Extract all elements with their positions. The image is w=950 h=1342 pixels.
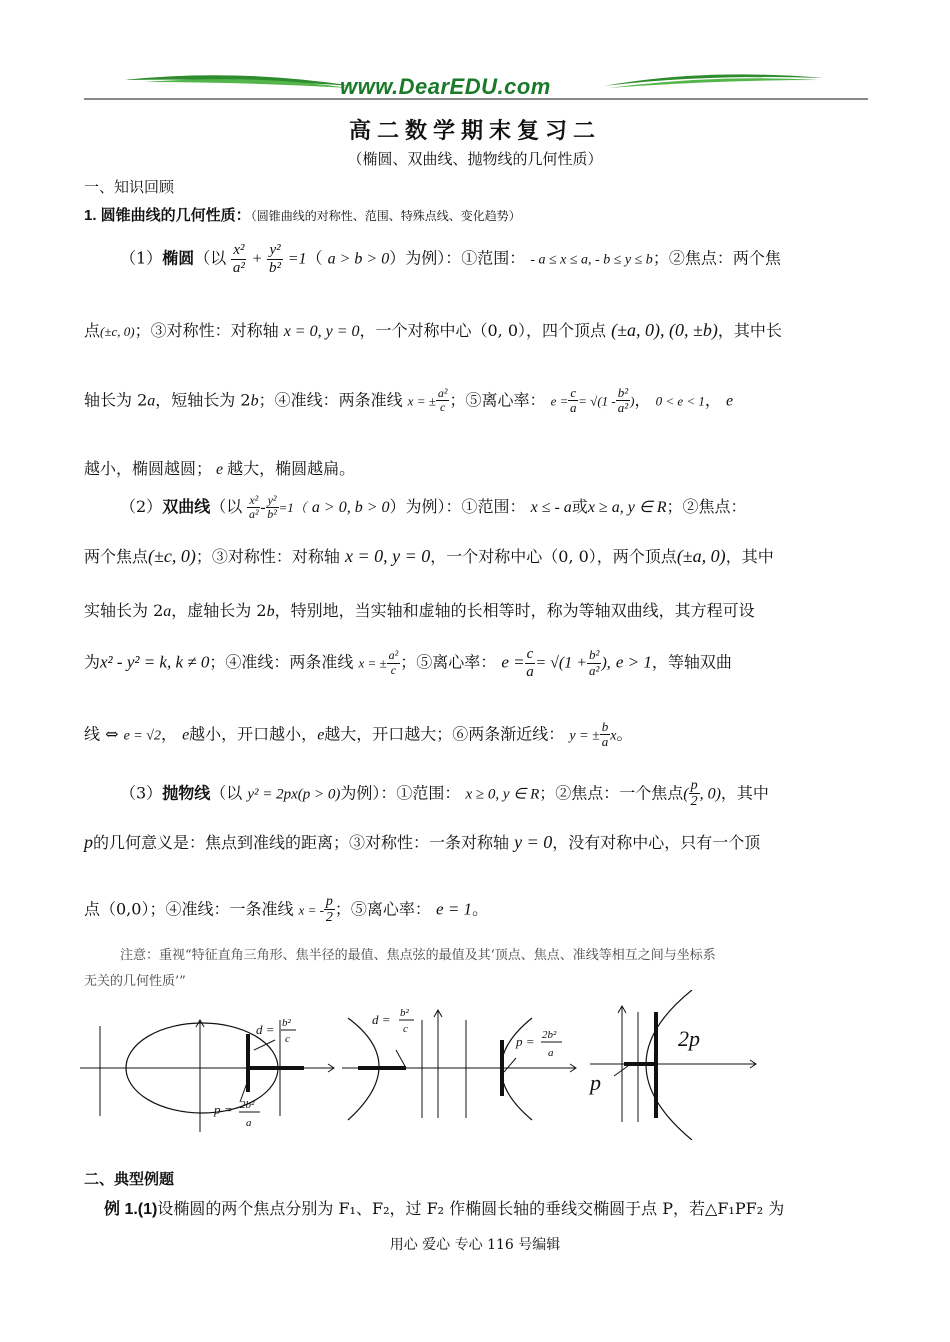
ellipse-text: ；②焦点：两个焦 [652,248,781,268]
hyperbola-text: ，虚轴长为 2 [171,601,267,620]
parabola-text: 为例）：①范围： [340,783,461,803]
ellipse-text: ，一个对称中心（0, 0），四个顶点 [359,321,607,340]
hyperbola-text: 越小，开口越小， [189,724,318,744]
hyperbola-text: ，其中 [725,547,774,566]
example-1 [104,1196,888,1219]
label-p: p = [214,1102,233,1117]
hyperbola-equilateral-eq: x² - y² = k, k ≠ 0 [100,652,210,672]
hyperbola-line-3: 实轴长为 2a，虚轴长为 2b，特别地，当实轴和虚轴的长相等时，称为等轴双曲线，其方程可设 [84,601,755,620]
ellipse-index: （1） [120,248,163,268]
page-subtitle: （椭圆、双曲线、抛物线的几何性质） [347,150,603,168]
example-1-text: 设椭圆的两个焦点分别为 F₁、F₂，过 F₂ 作椭圆长轴的垂线交椭圆于点 P，若△F₁PF₂ 为 [157,1199,785,1218]
hyperbola-text: ）为例）：①范围： [389,497,526,517]
parabola-text: ，没有对称中心，只有一个顶 [552,833,761,852]
label-d: d = [256,1022,275,1037]
hyperbola-ecc-range: e > 1 [615,652,652,672]
hyperbola-line-2 [84,544,868,567]
parabola-text: 点（0,0）；④准线：一条准线 [84,899,294,919]
ellipse-text: 轴长为 2 [84,390,148,410]
hyperbola-vertices: (±a, 0) [676,546,726,566]
ellipse-ecc-root-fraction: $\frac{\text{b²}}{\text{a²}}$ [617,385,629,416]
label-num: 2b² [542,1029,557,1041]
site-logo-text: www.DearEDU.com [340,74,551,99]
hyperbola-text: 线 ⇔ [84,724,119,744]
hyperbola-text: ；⑤离心率： [400,652,497,672]
hyperbola-text: ，特别地，当实轴和虚轴的长相等时，称为等轴双曲线，其方程可设 [274,601,755,620]
label-num: b² [400,1007,409,1019]
hyperbola-text: ，一个对称中心（0, 0），两个顶点 [430,547,677,566]
hyperbola-eq-y-fraction: $\frac{\text{y²}}{\text{b²}}$ [267,493,277,522]
label-d: d = [372,1012,391,1027]
parabola-equation: y² = 2px(p > 0) [247,786,341,803]
hyperbola-text: 越大，开口越大；⑥两条渐近线： [324,724,565,744]
ellipse-text: （以 [194,248,227,268]
section-heading-review: 一、知识回顾 [84,178,175,196]
hyperbola-text: 为 [84,652,101,672]
parabola-line-1: （3）抛物线（以 y² = 2px(p > 0)为例）：①范围： x ≥ 0, y ∈ R；②焦点：一个焦点( $\frac{p}{2}$ , 0)，其中 [120,778,769,810]
example-1-label: 例 1. [104,1201,138,1218]
parabola-text: （以 [210,783,243,803]
point1-note: （圆锥曲线的对称性、范围、特殊点线、变化趋势） [250,209,521,223]
ellipse-vertices: (±a, 0), (0, ±b) [611,320,718,340]
hyperbola-asymptote-fraction: $\frac{b}{a}$ [601,719,609,750]
ellipse-ecc-fraction: $\frac{c}{a}$ [570,385,577,416]
ellipse-line-4: 越小，椭圆越圆； e 越大，椭圆越扁。 [84,459,356,478]
label-2p: 2p [678,1026,700,1051]
ellipse-line-2 [84,318,868,341]
hyperbola-range-1: x ≤ - a [530,499,572,517]
hyperbola-ecc-fraction: $\frac{c}{a}$ [526,646,534,680]
parabola-text: ，其中 [720,783,769,803]
ellipse-text: 越大，椭圆越扁。 [227,459,356,478]
label-num: 2b² [240,1099,255,1111]
ellipse-line-1: （1）椭圆（以 $\frac{\text{x²}}{\text{a²}}$ + $\frac{\text{y²}}{\text{b²}}$ =1（ a > b > 0）为例）：①范围： - a ≤ x ≤ a, - b ≤ y ≤ b；②焦点：两个焦 [120,242,781,276]
parabola-text: 。 [472,899,489,919]
hyperbola-text: 或 [571,497,588,517]
label-den: a [548,1047,554,1059]
hyperbola-text: ；②焦点： [666,497,747,517]
ellipse-range: - a ≤ x ≤ a, - b ≤ y ≤ b [530,252,653,268]
parabola-directrix-fraction: $\frac{p}{2}$ [325,894,333,926]
parabola-figure [590,990,756,1140]
label-den: c [403,1023,408,1035]
ellipse-condition: a > b > 0 [327,250,390,268]
hyperbola-text: ；④准线：两条准线 [209,652,354,672]
ellipse-eq-x-fraction: $\frac{\text{x²}}{\text{a²}}$ [232,242,245,276]
ellipse-figure-labels [213,1017,296,1129]
ellipse-text: ）为例）：①范围： [389,248,526,268]
parabola-axis: y = 0 [514,832,553,852]
parabola-index: （3） [120,783,163,803]
parabola-line-2 [84,830,868,853]
label-p: p = [516,1034,535,1049]
parabola-focus-fraction: $\frac{p}{2}$ [690,778,698,810]
ellipse-text: ，其中长 [717,321,782,340]
note-line-1: 注意：重视“特征直角三角形、焦半径的最值、焦点弦的最值及其‘顶点、焦点、准线等相互之间与坐标系 [120,948,716,963]
hyperbola-condition: a > 0, b > 0 [311,499,390,517]
hyperbola-text: 实轴长为 2 [84,601,164,620]
label-num: b² [282,1017,291,1029]
ellipse-text: ；④准线：两条准线 [258,390,403,410]
label-p-small: p [590,1070,601,1095]
hyperbola-line-4: 为x² - y² = k, k ≠ 0；④准线：两条准线 x = ± $\frac{\text{a²}}{c}$ ；⑤离心率： e = $\frac{c}{a}$ = √(1 + $\frac{\text{b²}}{\text{a²}}$ ), e > 1，等轴双曲 [84,646,732,680]
hyperbola-focus: (±c, 0) [148,546,196,566]
label-den: c [285,1033,290,1045]
hyperbola-label: 双曲线 [162,499,211,517]
parabola-text: 的几何意义是：焦点到准线的距离；③对称性：一条对称轴 [93,833,510,852]
parabola-p: p [84,832,93,852]
ellipse-line-3: 轴长为 2a，短轴长为 2b；④准线：两条准线 x = ± $\frac{\text{a²}}{c}$ ；⑤离心率： e = $\frac{c}{a}$ = √(1 - $\frac{\text{b²}}{\text{a²}}$ )， 0 < e < 1， e [84,385,734,416]
hyperbola-line-5: 线 ⇔ e = √2， e越小，开口越小，e越大，开口越大；⑥两条渐近线： y = ± $\frac{b}{a}$ x。 [84,719,633,750]
hyperbola-text: （以 [210,497,243,517]
hyperbola-text: 两个焦点 [84,547,149,566]
parabola-range: x ≥ 0, y ∈ R [465,786,540,803]
ellipse-text: 点 [84,321,101,340]
hyperbola-text: ；③对称性：对称轴 [195,547,340,566]
ellipse-text: ， [704,390,721,410]
ellipse-directrix-fraction: $\frac{\text{a²}}{c}$ [437,386,448,415]
hyperbola-text: 。 [616,724,633,744]
conic-figures [80,990,870,1140]
point1-title: 1. 圆锥曲线的几何性质： [84,207,251,224]
hyperbola-line-1: （2）双曲线（以 $\frac{\text{x²}}{\text{a²}}$ - $\frac{\text{y²}}{\text{b²}}$ =1（ a > 0, b > 0）为例）：①范围： x ≤ - a或x ≥ a, y ∈ R；②焦点： [120,493,747,522]
page-title: 高二数学期末复习二 [348,118,601,144]
point1-heading [84,204,868,225]
page-footer: 用心 爱心 专心 116 号编辑 [389,1237,561,1253]
ellipse-text: （ [306,248,323,268]
parabola-label: 抛物线 [162,785,211,803]
example-1-sub: (1) [137,1201,158,1218]
parabola-ecc: e = 1 [436,899,473,919]
ellipse-text: 越小，椭圆越圆； [84,459,213,478]
ellipse-text: ， [634,390,651,410]
ellipse-eq-y-fraction: $\frac{\text{y²}}{\text{b²}}$ [269,242,282,276]
hyperbola-ecc-root-fraction: $\frac{\text{b²}}{\text{a²}}$ [589,647,600,678]
ellipse-ecc-range: 0 < e < 1 [655,393,705,409]
ellipse-text: ；③对称性：对称轴 [134,321,279,340]
parabola-text: ；②焦点：一个焦点 [539,783,684,803]
ellipse-focus: (±c, 0) [100,324,135,339]
hyperbola-text: ，等轴双曲 [651,652,732,672]
ellipse-text: ，短轴长为 2 [155,390,251,410]
hyperbola-directrix-fraction: $\frac{\text{a²}}{c}$ [388,648,399,677]
parabola-line-3: 点（0,0）；④准线：一条准线 x = - $\frac{p}{2}$ ；⑤离心率： e = 1。 [84,894,489,926]
label-den: a [246,1117,252,1129]
hyperbola-axis: x = 0, y = 0 [344,546,431,566]
hyperbola-index: （2） [120,497,163,517]
hyperbola-text: ， [160,724,177,744]
ellipse-text: ；⑤离心率： [449,390,546,410]
hyperbola-range-2: x ≥ a, y ∈ R [587,499,667,517]
ellipse-axis: x = 0, y = 0 [283,323,360,340]
section-heading-examples: 二、典型例题 [84,1171,175,1188]
hyperbola-eq-x-fraction: $\frac{\text{x²}}{\text{a²}}$ [248,493,259,522]
parabola-text: ；⑤离心率： [334,899,431,919]
note-line-2: 无关的几何性质’” [84,974,186,989]
ellipse-figure [80,1020,334,1132]
ellipse-label: 椭圆 [162,250,195,268]
